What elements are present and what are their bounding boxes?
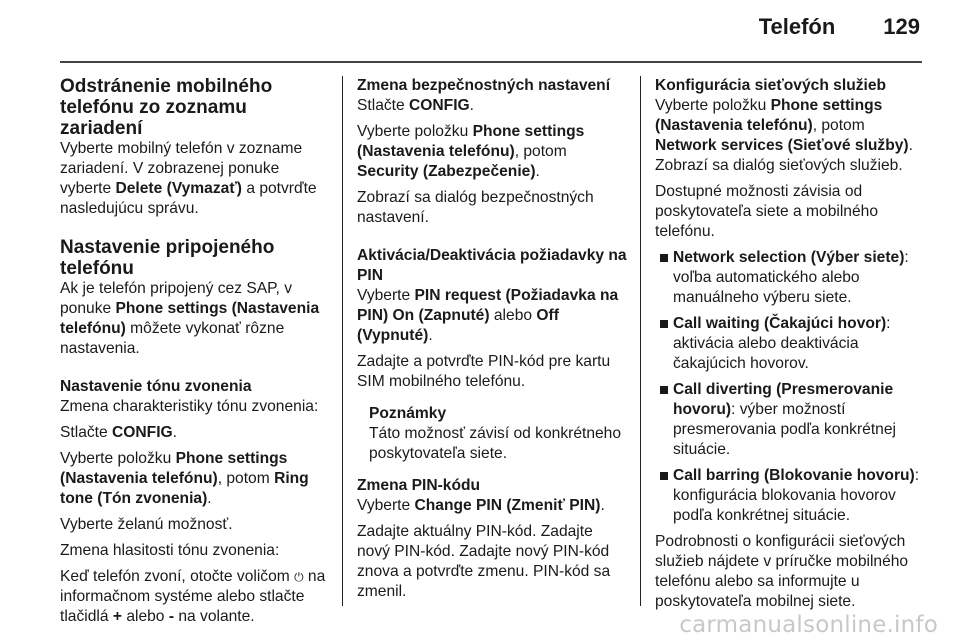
note-text: Táto možnosť závisí od konkrétneho poskytovateľa siete. <box>369 425 622 462</box>
subheading-pin-request: Aktivácia/Deaktivácia požiadavky na PIN <box>357 247 627 284</box>
subheading-network-services: Konfigurácia sieťových služieb <box>655 77 887 94</box>
paragraph-select-ringtone: Vyberte položku Phone settings (Nastavenia telefónu), potom Ring tone (Tón zvonenia). <box>60 450 309 507</box>
paragraph-security-dialog: Zobrazí sa dialóg bezpečnostných nastavení. <box>357 189 594 226</box>
column-divider-2 <box>640 76 641 606</box>
heading-phone-setup: Nastavenie pripojeného telefónu <box>60 237 275 279</box>
paragraph-change-pin: Vyberte Change PIN (Zmeniť PIN). <box>357 497 605 514</box>
page-number: 129 <box>883 14 920 39</box>
page-title: Telefón <box>758 14 836 39</box>
paragraph-pin-request: Vyberte PIN request (Požiadavka na PIN) On (Zapnuté) alebo Off (Vypnuté). <box>357 287 619 344</box>
paragraph-pin-enter: Zadajte a potvrďte PIN-kód pre kartu SIM mobilného telefónu. <box>357 353 611 390</box>
watermark: carmanualsonline.info <box>679 612 938 638</box>
page-header <box>759 14 920 50</box>
heading-remove-phone: Odstránenie mobilného telefónu zo zoznamu zariadení <box>60 76 273 139</box>
note-box <box>369 404 627 464</box>
bullet-call-diverting: Call diverting (Presmerovanie hovoru): výber možností presmerovania podľa konkrétnej situácie. <box>655 380 925 460</box>
paragraph-phone-setup: Ak je telefón pripojený cez SAP, v ponuke Phone settings (Nastavenia telefónu) môžete vykonať rôzne nastavenia. <box>60 280 320 357</box>
paragraph-press-config: Stlačte CONFIG. <box>357 97 474 114</box>
bullet-network-selection: Network selection (Výber siete): voľba automatického alebo manuálneho výberu siete. <box>655 248 925 308</box>
subheading-change-pin: Zmena PIN-kódu <box>357 477 481 494</box>
paragraph-press-config: Stlačte CONFIG. <box>60 424 177 441</box>
paragraph-remove-phone: Vyberte mobilný telefón v zozname zariadení. V zobrazenej ponuke vyberte Delete (Vymazať) a potvrďte nasledujúcu správu. <box>60 140 317 217</box>
paragraph-choose-option: Vyberte želanú možnosť. <box>60 516 233 533</box>
subheading-ringtone: Nastavenie tónu zvonenia <box>60 378 252 395</box>
knob-icon: ⏻ <box>294 570 304 584</box>
paragraph-ringtone-change: Zmena charakteristiky tónu zvonenia: <box>60 398 319 415</box>
paragraph-volume-change: Zmena hlasitosti tónu zvonenia: <box>60 542 280 559</box>
bullet-call-barring: Call barring (Blokovanie hovoru): konfigurácia blokovania hovorov podľa konkrétnej situácie. <box>655 466 925 526</box>
column-divider-1 <box>342 76 343 606</box>
column-2 <box>357 76 627 602</box>
paragraph-network-dialog: Zobrazí sa dialóg sieťových služieb. <box>655 157 903 174</box>
paragraph-details: Podrobnosti o konfigurácii sieťových služieb nájdete v príručke mobilného telefónu alebo sa informujte u poskytovateľa mobilnej siete. <box>655 533 909 610</box>
header-rule <box>60 61 922 63</box>
paragraph-available-options: Dostupné možnosti závisia od poskytovateľa siete a mobilného telefónu. <box>655 183 878 240</box>
paragraph-select-security: Vyberte položku Phone settings (Nastavenia telefónu), potom Security (Zabezpečenie). <box>357 123 585 180</box>
paragraph-select-network: Vyberte položku Phone settings (Nastavenia telefónu), potom Network services (Sieťové služby). <box>655 97 913 154</box>
bullet-call-waiting: Call waiting (Čakajúci hovor): aktivácia alebo deaktivácia čakajúcich hovorov. <box>655 314 925 374</box>
subheading-security: Zmena bezpečnostných nastavení <box>357 77 611 94</box>
paragraph-volume-steps: Keď telefón zvoní, otočte voličom ⏻ na informačnom systéme alebo stlačte tlačidlá + alebo - na volante. <box>60 568 326 625</box>
note-title: Poznámky <box>369 405 447 422</box>
column-1 <box>60 76 330 627</box>
paragraph-change-pin-steps: Zadajte aktuálny PIN-kód. Zadajte nový PIN-kód. Zadajte nový PIN-kód znova a potvrďte zmenu. PIN-kód sa zmenil. <box>357 523 611 600</box>
column-3 <box>655 76 925 612</box>
